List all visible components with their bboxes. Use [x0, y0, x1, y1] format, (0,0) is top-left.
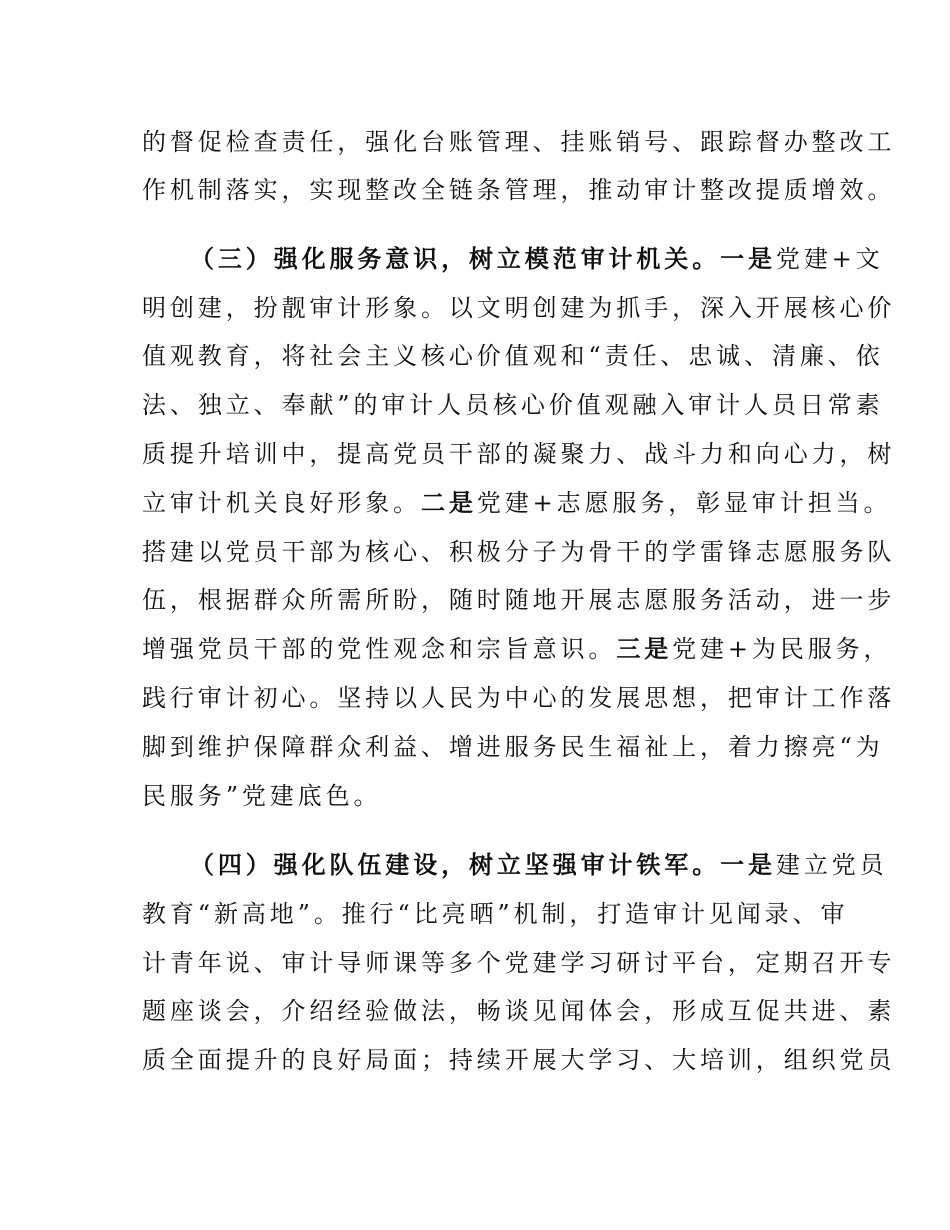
paragraph-2-line-1-text: 党建+文 [775, 245, 884, 273]
paragraph-2-line-9-text: 党建+为民服务， [672, 635, 892, 663]
paragraph-2-line-8: 伍，根据群众所需所盼，随时随地开展志愿服务活动，进一步 [142, 586, 896, 614]
section-heading-3: （三）强化服务意识，树立模范审计机关。 [190, 245, 721, 273]
paragraph-2-line-5: 质提升培训中，提高党员干部的凝聚力、战斗力和向心力，树 [142, 440, 896, 468]
paragraph-2-line-9-pre: 增强党员干部的党性观念和宗旨意识。 [142, 635, 617, 663]
paragraph-2-line-10: 践行审计初心。坚持以人民为中心的发展思想，把审计工作落 [142, 684, 896, 712]
paragraph-2-line-2: 明创建，扮靓审计形象。以文明创建为抓手，深入开展核心价 [142, 294, 896, 322]
paragraph-2-line-3: 值观教育，将社会主义核心价值观和“责任、忠诚、清廉、依 [142, 342, 884, 370]
paragraph-2-line-9 [142, 629, 892, 669]
paragraph-2-line-7: 搭建以党员干部为核心、积极分子为骨干的学雷锋志愿服务队 [142, 538, 896, 566]
keyword-first-2: 一是 [720, 851, 776, 879]
paragraph-2-line-6 [142, 483, 892, 523]
paragraph-2-line-11: 脚到维护保障群众利益、增进服务民生福祉上，着力擦亮“为 [142, 733, 884, 761]
keyword-third: 三是 [616, 635, 673, 663]
keyword-first: 一是 [720, 245, 776, 273]
section-heading-4: （四）强化队伍建设，树立坚强审计铁军。 [190, 851, 721, 879]
paragraph-2-line-1 [190, 239, 884, 279]
keyword-second: 二是 [421, 489, 477, 517]
paragraph-2-line-12: 民服务”党建底色。 [142, 782, 382, 810]
paragraph-3-line-1 [190, 845, 888, 885]
paragraph-3-line-3: 计青年说、审计导师课等多个党建学习研讨平台，定期召开专 [142, 949, 896, 977]
paragraph-2-line-4: 法、独立、奉献”的审计人员核心价值观融入审计人员日常素 [142, 391, 884, 419]
paragraph-2-line-6-text: 党建+志愿服务，彰显审计担当。 [476, 489, 892, 517]
paragraph-3-line-1-text: 建立党员 [775, 851, 888, 879]
paragraph-2-line-6-pre: 立审计机关良好形象。 [142, 489, 421, 517]
paragraph-3-line-5: 质全面提升的良好局面；持续开展大学习、大培训，组织党员 [142, 1046, 896, 1074]
paragraph-3-line-4: 题座谈会，介绍经验做法，畅谈见闻体会，形成互促共进、素 [142, 997, 896, 1025]
paragraph-3-line-2: 教育“新高地”。推行“比亮晒”机制，打造审计见闻录、审 [142, 900, 849, 928]
paragraph-1-line-1: 的督促检查责任，强化台账管理、挂账销号、跟踪督办整改工 [142, 128, 896, 156]
paragraph-1-line-2: 作机制落实，实现整改全链条管理，推动审计整改提质增效。 [142, 176, 896, 204]
